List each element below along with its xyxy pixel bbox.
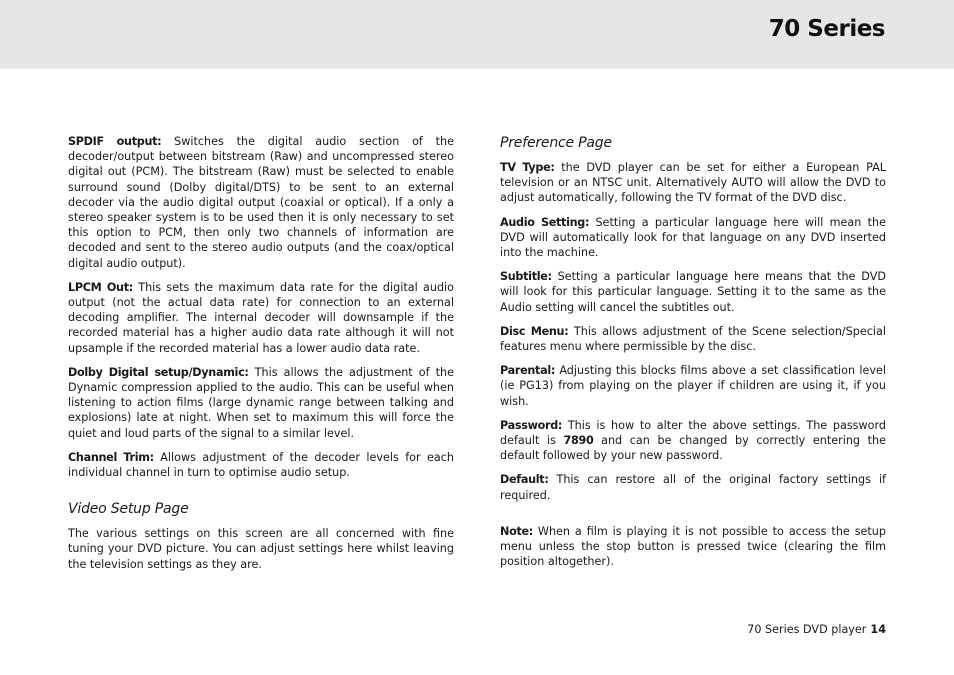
paragraph-text: Setting a particular language here means that the DVD will look for this particular language. Setting it to the same as the Audio setting will cancel the subtitles out. [500, 270, 886, 314]
page-header-title: 70 Series [768, 16, 885, 42]
video-setup-paragraph: The various settings on this screen are all concerned with fine tuning your DVD picture. You can adjust settings here whilst leaving the television settings as they are. [68, 527, 454, 571]
footer-label: 70 Series DVD player [747, 623, 867, 636]
paragraph-term: Default: [500, 473, 549, 487]
paragraph-text: This allows the adjustment of the Dynamic compression applied to the audio. This can be useful when listening to action films (large dynamic range between talking and explosions) late at night. When set to maximum this will force the quiet and loud parts of the signal to a similar level. [68, 365, 454, 440]
note-text: When a film is playing it is not possible to access the setup menu unless the stop button is pressed twice (clearing the film position altogether). [500, 524, 886, 569]
right-column [500, 134, 886, 578]
paragraph-term: Channel Trim: [68, 450, 154, 464]
paragraph-text: This sets the maximum data rate for the digital audio output (not the actual data rate) for connection to an external decoding amplifier. The internal decoder will downsample if the recorded material has a higher audio data rate although it will not upsample if the recorded material has a lower audio data rate. [68, 280, 454, 355]
left-column [68, 134, 454, 581]
paragraph-text: Allows adjustment of the decoder levels for each individual channel in turn to optimise audio setup. [68, 450, 454, 480]
paragraph-term: TV Type: [500, 161, 555, 174]
paragraph-text: and can be changed by correctly entering the default followed by your new password. [500, 434, 886, 463]
default-paragraph [500, 472, 886, 502]
paragraph-text: Adjusting this blocks films above a set classification level (ie PG13) from playing on the player if children are using it, if you wish. [500, 364, 886, 408]
paragraph-term: Audio Setting: [500, 215, 590, 229]
default-password-code: 7890 [563, 434, 594, 448]
parental-paragraph [500, 363, 886, 409]
paragraph-text: This is how to alter the above settings. The password default is [500, 418, 886, 448]
paragraph-text: This can restore all of the original factory settings if required. [500, 473, 886, 502]
paragraph-text: Switches the digital audio section of the decoder/output between bitstream (Raw) and uncompressed stereo digital out (PCM). The bitstream (Raw) must be selected to enable surround sound (Dolby digital/DTS) to be sent to an external decoder via the audio digital output (coaxial or optical). If a only a stereo speaker system is to be used then it is only necessary to set this option to PCM, then only two channels of information are decoded and sent to the stereo audio outputs (and the coax/optical digital audio output). [68, 135, 454, 270]
paragraph-term: LPCM Out: [68, 280, 133, 294]
preference-page-heading: Preference Page [500, 135, 612, 151]
paragraph-term: SPDIF output: [68, 135, 162, 148]
spdif-output-paragraph [68, 134, 454, 271]
paragraph-text: the DVD player can be set for either a European PAL television or an NTSC unit. Alternatively AUTO will allow the DVD to adjust automatically, following the TV format of the DVD disc. [500, 161, 887, 205]
page-footer [747, 623, 886, 636]
channel-trim-paragraph [68, 450, 454, 480]
paragraph-term: Parental: [500, 364, 556, 378]
lpcm-out-paragraph [68, 280, 454, 356]
password-paragraph [500, 418, 886, 464]
paragraph-text: Setting a particular language here will mean the DVD will automatically look for that language on any DVD inserted into the machine. [500, 215, 886, 260]
paragraph-term: Disc Menu: [500, 324, 569, 338]
tv-type-paragraph [500, 160, 886, 206]
paragraph-term: Password: [500, 418, 563, 432]
paragraph-term: Dolby Digital setup/Dynamic: [68, 365, 249, 379]
subtitle-paragraph [500, 269, 886, 315]
paragraph-text: This allows adjustment of the Scene selection/Special features menu where permissible by the disc. [500, 324, 886, 354]
video-setup-heading: Video Setup Page [68, 501, 189, 518]
dolby-digital-paragraph [68, 365, 454, 441]
disc-menu-paragraph [500, 324, 886, 354]
paragraph-term: Subtitle: [500, 270, 552, 284]
note-term: Note: [500, 524, 533, 538]
page-number: 14 [870, 623, 886, 636]
audio-setting-paragraph [500, 215, 886, 261]
note-paragraph [500, 524, 886, 570]
